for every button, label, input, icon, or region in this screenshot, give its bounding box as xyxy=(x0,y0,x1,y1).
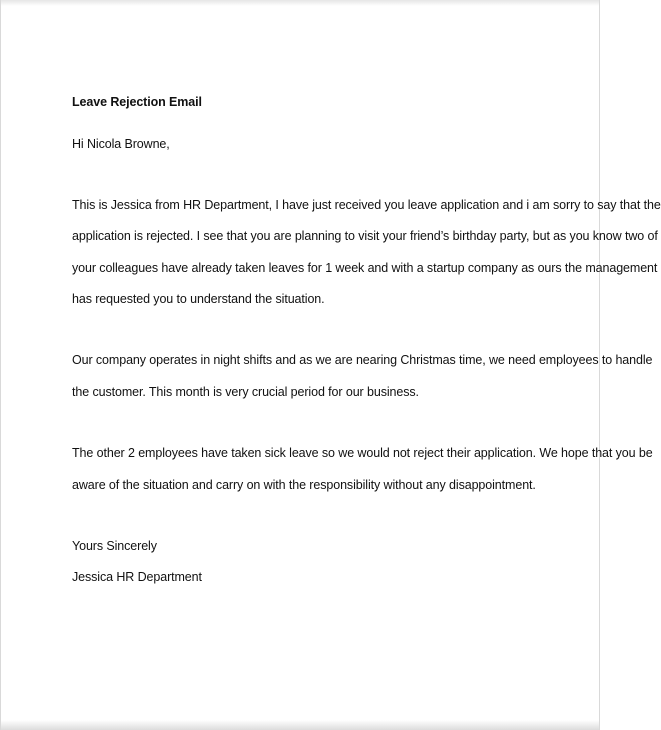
paragraph-line: Our company operates in night shifts and as we are nearing Christmas time, we need employees to handle xyxy=(72,353,653,367)
closing: Yours Sincerely xyxy=(72,539,157,553)
document-title: Leave Rejection Email xyxy=(72,95,202,109)
greeting: Hi Nicola Browne, xyxy=(72,137,170,151)
paragraph-line: This is Jessica from HR Department, I have just received you leave application and i am sorry to say that the xyxy=(72,198,661,212)
paragraph-line: The other 2 employees have taken sick leave so we would not reject their application. We hope that you be xyxy=(72,446,653,460)
paragraph-line: aware of the situation and carry on with the responsibility without any disappointment. xyxy=(72,478,536,492)
paragraph-line: application is rejected. I see that you are planning to visit your friend’s birthday party, but as you know two of xyxy=(72,229,658,243)
paragraph-line: your colleagues have already taken leaves for 1 week and with a startup company as ours the management xyxy=(72,261,658,275)
paragraph-line: has requested you to understand the situation. xyxy=(72,292,325,306)
signature: Jessica HR Department xyxy=(72,570,202,584)
page-bottom-shadow xyxy=(1,720,599,730)
page-top-shadow xyxy=(1,0,599,6)
paragraph-line: the customer. This month is very crucial period for our business. xyxy=(72,385,419,399)
